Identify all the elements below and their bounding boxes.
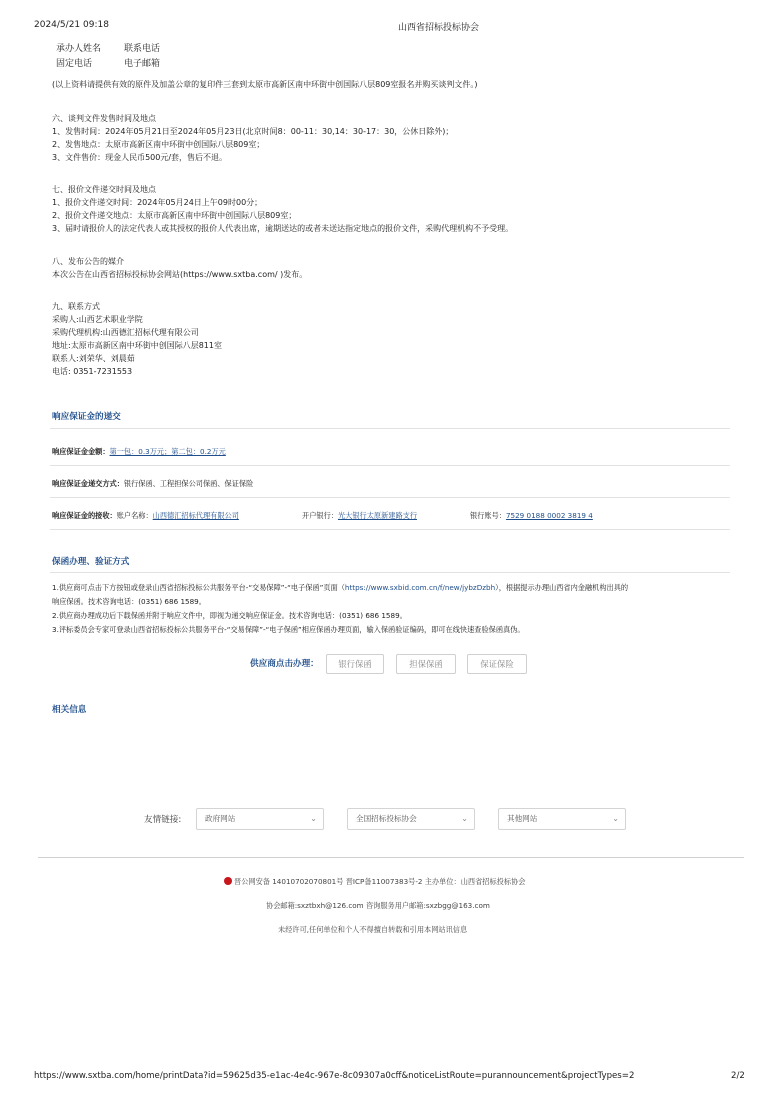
select-value: 全国招标投标协会 — [356, 814, 417, 823]
deposit-receive-row — [52, 511, 239, 521]
guarantee-paragraph-1-cont: 响应保函。技术咨询电话：(0351) 686 1589。 — [52, 597, 206, 606]
section-6-item: 1、发售时间：2024年05月21日至2024年05月23日(北京时间8：00-11：30,14：30-17：30，公休日除外)； — [52, 127, 454, 136]
note-text: (以上资料请提供有效的原件及加盖公章的复印件三套到太原市高新区南中环街中创国际八层809室报名并购买谈判文件。) — [52, 80, 478, 89]
account-name-label: 账户名称： — [116, 511, 153, 520]
guarantee-paragraph-2: 2.供应商办理成功后下载保函并附于响应文件中，即视为递交响应保证金。技术咨询电话：(0351) 686 1589。 — [52, 611, 407, 620]
footer-email-line: 协会邮箱:sxztbxh@126.com 咨询服务用户邮箱:sxzbgg@163.com — [266, 901, 490, 910]
chevron-down-icon: ⌄ — [310, 814, 317, 823]
deposit-method-value: 银行保函、工程担保公司保函、保证保险 — [123, 479, 254, 488]
deposit-method-row — [52, 479, 253, 489]
guarantee-paragraph-1 — [52, 583, 628, 593]
guarantee-paragraph-3: 3.评标委员会专家可登录山西省招标投标公共服务平台-“交易保障”-“电子保函”相应保函办理页面，输入保函验证编码，即可在线快速查验保函真伪。 — [52, 625, 525, 634]
bank-row — [302, 511, 417, 521]
select-value: 其他网站 — [507, 814, 538, 823]
footer-divider — [38, 857, 744, 858]
chevron-down-icon: ⌄ — [612, 814, 619, 823]
friendly-links-label: 友情链接: — [144, 815, 182, 825]
section-7-item: 3、届时请报价人的法定代表人或其授权的报价人代表出席，逾期送达的或者未送达指定地点的报价文件，采购代理机构不予受理。 — [52, 224, 514, 233]
account-name-value: 山西德汇招标代理有限公司 — [152, 511, 239, 520]
deposit-amount-value: 第一包：0.3万元；第二包：0.2万元 — [109, 447, 226, 456]
section-9-item: 地址:太原市高新区南中环街中创国际八层811室 — [52, 341, 222, 350]
print-title: 山西省招标投标协会 — [398, 23, 480, 33]
divider — [50, 428, 730, 429]
section-7-item: 1、报价文件递交时间：2024年05月24日上午09时00分； — [52, 198, 263, 207]
section-8-title: 八、发布公告的媒介 — [52, 257, 124, 266]
section-9-title: 九、联系方式 — [52, 302, 100, 311]
government-sites-select[interactable] — [196, 808, 324, 830]
section-6-item: 2、发售地点：太原市高新区南中环街中创国际八层809室； — [52, 140, 265, 149]
select-value: 政府网站 — [205, 814, 236, 823]
section-8-item: 本次公告在山西省招标投标协会网站(https://www.sxtba.com/ )发布。 — [52, 270, 308, 279]
section-9-item: 电话: 0351-7231553 — [52, 367, 133, 376]
deposit-amount-row — [52, 447, 226, 457]
account-number-value: 7529 0188 0002 3819 4 — [505, 511, 593, 520]
divider — [50, 497, 730, 498]
bank-value: 光大银行太原新建路支行 — [337, 511, 418, 520]
deposit-heading: 响应保证金的递交 — [52, 412, 121, 422]
account-number-label: 银行账号： — [470, 511, 506, 520]
other-sites-select[interactable] — [498, 808, 626, 830]
section-9-item: 采购人:山西艺术职业学院 — [52, 315, 143, 324]
guarantee-text: 1.供应商可点击下方按钮或登录山西省招标投标公共服务平台-“交易保障”-“电子保函”页面（ — [52, 583, 345, 592]
section-6-item: 3、文件售价：现金人民币500元/套，售后不退。 — [52, 153, 228, 162]
guarantee-text: ），根据提示办理山西省内金融机构出具的 — [495, 583, 629, 592]
section-7-item: 2、报价文件递交地点：太原市高新区南中环街中创国际八层809室； — [52, 211, 297, 220]
print-page-number: 2/2 — [731, 1071, 745, 1081]
footer-record-line — [224, 877, 525, 887]
divider — [50, 529, 730, 530]
section-7-title: 七、报价文件递交时间及地点 — [52, 185, 156, 194]
field-landline: 固定电话 — [56, 59, 93, 69]
section-6-title: 六、谈判文件发售时间及地点 — [52, 114, 156, 123]
deposit-method-label: 响应保证金递交方式： — [52, 479, 124, 488]
police-emblem-icon — [224, 877, 232, 885]
bank-guarantee-button[interactable]: 银行保函 — [326, 654, 384, 674]
national-association-select[interactable] — [347, 808, 475, 830]
platform-link[interactable]: https://www.sxbid.com.cn/f/new/jybzDzbh — [344, 583, 496, 592]
divider — [50, 465, 730, 466]
account-number-row — [470, 511, 593, 521]
footer-record-text: 晋公网安备 14010702070801号 晋ICP备11007383号-2 主办单位：山西省招标投标协会 — [234, 877, 526, 886]
section-9-item: 联系人:刘荣华、刘晨茹 — [52, 354, 135, 363]
field-handler-name: 承办人姓名 — [56, 44, 102, 54]
insurance-guarantee-button[interactable]: 保证保险 — [467, 654, 527, 674]
chevron-down-icon: ⌄ — [461, 814, 468, 823]
field-email: 电子邮箱 — [124, 59, 161, 69]
print-datetime: 2024/5/21 09:18 — [34, 20, 109, 30]
surety-guarantee-button[interactable]: 担保保函 — [396, 654, 456, 674]
deposit-receive-label: 响应保证金的接收： — [52, 511, 117, 520]
section-9-item: 采购代理机构:山西德汇招标代理有限公司 — [52, 328, 199, 337]
bank-label: 开户银行： — [302, 511, 338, 520]
deposit-amount-label: 响应保证金金额： — [52, 447, 110, 456]
divider — [50, 572, 730, 573]
guarantee-heading: 保函办理、验证方式 — [52, 557, 130, 567]
print-url: https://www.sxtba.com/home/printData?id=59625d35-e1ac-4e4c-967e-8c09307a0cff&noticeListRoute=purannouncement&projectTypes=2 — [34, 1071, 635, 1081]
field-contact-phone: 联系电话 — [124, 44, 161, 54]
related-heading: 相关信息 — [52, 705, 87, 715]
footer-copyright-line: 未经许可,任何单位和个人不得擅自转载和引用本网站讯信息 — [278, 925, 468, 934]
supplier-action-label: 供应商点击办理： — [250, 659, 319, 669]
